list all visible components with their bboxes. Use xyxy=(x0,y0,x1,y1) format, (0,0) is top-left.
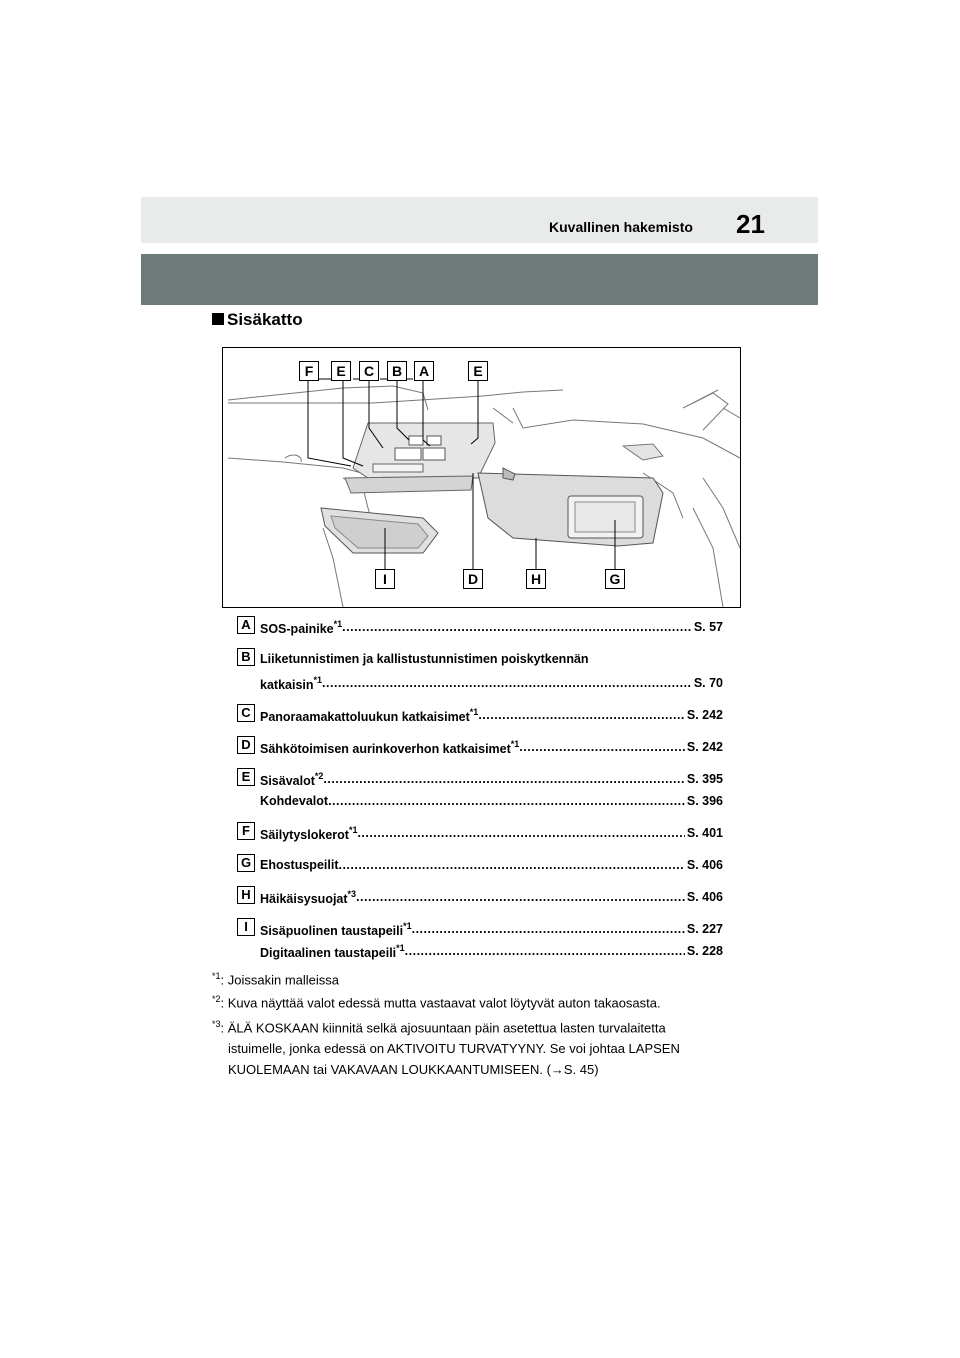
footnote-2 xyxy=(212,989,752,1013)
leader-dots xyxy=(338,858,684,876)
header-title: Kuvallinen hakemisto xyxy=(549,219,693,235)
page-reference-link[interactable]: S. 396 xyxy=(686,794,723,808)
item-label: Sisävalot xyxy=(260,774,315,789)
callout-h: H xyxy=(526,569,546,589)
footnote-text: : Joissakin malleissa xyxy=(220,972,340,988)
legend-line xyxy=(260,890,723,908)
footnote-1 xyxy=(212,966,752,990)
callout-b: B xyxy=(387,361,407,381)
legend-letter: B xyxy=(237,648,255,666)
footnote-marker: *1 xyxy=(333,619,343,629)
item-label: Liiketunnistimen ja kallistustunnistimen poiskytkennän xyxy=(260,652,589,666)
legend-line xyxy=(260,794,723,812)
leader-dots xyxy=(519,740,685,758)
footnote-mark: *1 xyxy=(212,971,221,981)
legend-letter: A xyxy=(237,616,255,634)
legend-letter: D xyxy=(237,736,255,754)
leader-dots xyxy=(342,620,692,638)
leader-dots xyxy=(328,794,685,812)
page-reference-link[interactable]: S. 395 xyxy=(686,772,723,786)
leader-dots xyxy=(322,676,692,694)
page-reference-link[interactable]: S. 401 xyxy=(686,826,723,840)
callout-e-right: E xyxy=(468,361,488,381)
legend-line xyxy=(260,922,723,940)
footnote-mark: *2 xyxy=(212,994,221,1004)
footnote-marker: *1 xyxy=(403,921,412,931)
footnote-3 xyxy=(212,1014,752,1080)
footnote-marker: *1 xyxy=(396,943,405,953)
footnote-mark: *3 xyxy=(212,1019,221,1029)
page-reference-link[interactable]: S. 406 xyxy=(686,890,723,904)
page-reference-link[interactable]: S. 70 xyxy=(693,676,723,690)
item-label: Sisäpuolinen taustapeili xyxy=(260,924,404,939)
legend-letter: I xyxy=(237,918,255,936)
footnote-marker: *1 xyxy=(313,675,323,685)
page-number: 21 xyxy=(736,209,765,239)
item-label: katkaisin xyxy=(260,678,314,693)
footnote-marker: *1 xyxy=(510,739,520,749)
callout-i: I xyxy=(375,569,395,589)
page-reference-link[interactable]: S. 406 xyxy=(686,858,723,872)
leader-dots xyxy=(478,708,685,726)
leader-dots xyxy=(323,772,684,790)
footnote-marker: *1 xyxy=(469,707,479,717)
callout-e: E xyxy=(331,361,351,381)
section-band xyxy=(141,254,818,305)
footnote-continuation: istuimelle, jonka edessä on AKTIVOITU TURVATYYNY. Se voi johtaa LAPSEN KUOLEMAAN tai VAKAVAAN LOUKKAANTUMISEEN. (→S. 45) xyxy=(228,1041,680,1078)
legend-line xyxy=(260,676,723,694)
item-label: Kohdevalot xyxy=(260,794,329,808)
callout-g: G xyxy=(605,569,625,589)
legend-line xyxy=(260,708,723,726)
item-label: Ehostuspeilit xyxy=(260,858,339,872)
header-bar xyxy=(141,197,818,243)
legend-line xyxy=(260,652,723,670)
legend-letter: H xyxy=(237,886,255,904)
callout-a: A xyxy=(414,361,434,381)
leader-dots xyxy=(356,890,685,908)
legend-letter: F xyxy=(237,822,255,840)
callout-c: C xyxy=(359,361,379,381)
legend-line xyxy=(260,858,723,876)
item-label: SOS-painike xyxy=(260,622,334,637)
legend-line xyxy=(260,620,723,638)
item-label: Panoraamakattoluukun katkaisimet xyxy=(260,710,470,725)
item-label: Häikäisysuojat xyxy=(260,892,348,907)
page-reference-link[interactable]: S. 227 xyxy=(686,922,723,936)
footnote-marker: *1 xyxy=(348,825,358,835)
footnote-marker: *3 xyxy=(347,889,357,899)
footnote-marker: *2 xyxy=(314,771,324,781)
page-reference-link[interactable]: S. 242 xyxy=(686,708,723,722)
interior-roof-illustration xyxy=(222,347,741,608)
square-bullet-icon xyxy=(212,313,224,325)
legend-letter: G xyxy=(237,854,255,872)
leader-dots xyxy=(357,826,684,844)
section-heading xyxy=(212,310,303,330)
footnote-text: : Kuva näyttää valot edessä mutta vastaavat valot löytyvät auton takaosasta. xyxy=(220,995,661,1011)
legend-line xyxy=(260,944,723,962)
footnote-text: : ÄLÄ KOSKAAN kiinnitä selkä ajosuuntaan päin asetettua lasten turvalaitetta xyxy=(220,1020,666,1036)
leader-dots xyxy=(412,922,685,940)
callout-f: F xyxy=(299,361,319,381)
legend-letter: E xyxy=(237,768,255,786)
legend-line xyxy=(260,740,723,758)
leader-dots xyxy=(405,944,685,962)
page-reference-link[interactable]: S. 242 xyxy=(686,740,723,754)
page-reference-link[interactable]: S. 57 xyxy=(693,620,723,634)
legend-line xyxy=(260,772,723,790)
item-label: Säilytyslokerot xyxy=(260,828,349,843)
page-reference-link[interactable]: S. 228 xyxy=(686,944,723,958)
callout-d: D xyxy=(463,569,483,589)
legend-line xyxy=(260,826,723,844)
legend-letter: C xyxy=(237,704,255,722)
item-label: Digitaalinen taustapeili xyxy=(260,946,397,961)
section-title: Sisäkatto xyxy=(227,310,303,329)
item-label: Sähkötoimisen aurinkoverhon katkaisimet xyxy=(260,742,511,757)
